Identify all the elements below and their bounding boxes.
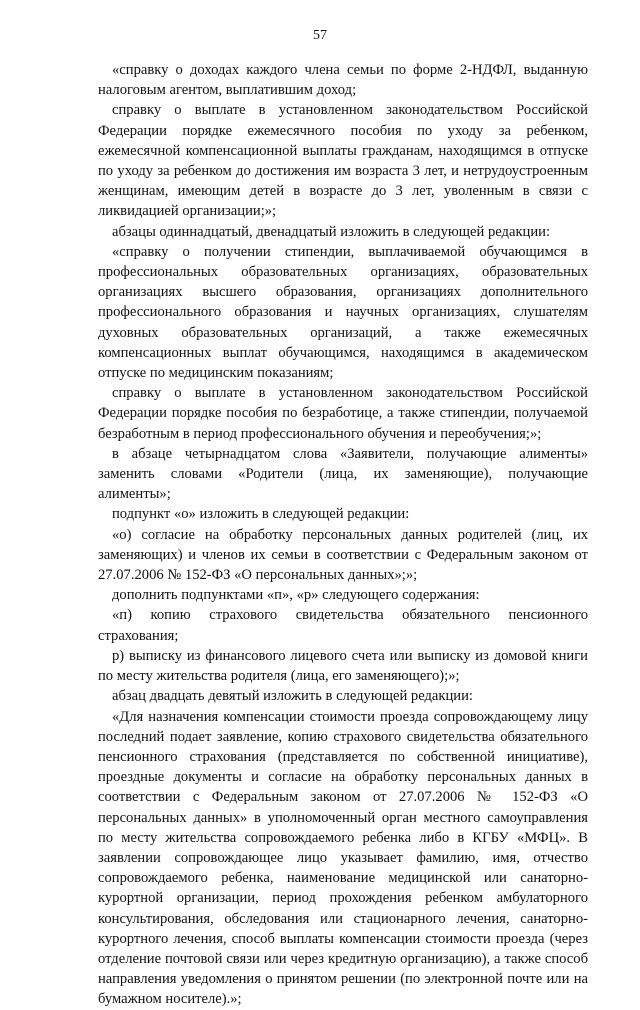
paragraph-8: «о) согласие на обработку персональных данных родителей (лиц, их заменяющих) и членов их семьи в соответствии с Федеральным законом от 27.07.2006 № 152-ФЗ «О персональных данных»;»; <box>98 526 588 584</box>
paragraph-6: в абзаце четырнадцатом слова «Заявители, получающие алименты» заменить словами «Родители (лица, их заменяющие), получающие алименты»; <box>98 445 588 503</box>
document-body <box>98 60 588 1010</box>
paragraph-12: абзац двадцать девятый изложить в следующей редакции: <box>112 688 473 705</box>
paragraph-7: подпункт «о» изложить в следующей редакции: <box>112 506 410 523</box>
paragraph-13: «Для назначения компенсации стоимости проезда сопровождающему лицу последний подает заявление, копию страхового свидетельства обязательного пенсионного страхования (представляется по собственной инициативе), проездные документы и согласие на обработку персональных данных в соответствии с Федеральным законом от 27.07.2006 № 152-ФЗ «О персональных данных» в уполномоченный орган местного самоуправления по месту жительства сопровождаемого ребенка либо в КГБУ «МФЦ». В заявлении сопровождающее лицо указывает фамилию, имя, отчество сопровождаемого ребенка, наименование медицинской или санаторно-курортной организации, период прохождения ребенком амбулаторного консультирования, обследования или стационарного лечения, санаторно-курортного лечения, способ выплаты компенсации стоимости проезда (через отделение почтовой связи или через кредитную организацию), а также способ направления уведомления о принятом решении (по электронной почте или на бумажном носителе).»; <box>98 708 588 1008</box>
paragraph-1: «справку о доходах каждого члена семьи по форме 2-НДФЛ, выданную налоговым агентом, выплатившим доход; <box>98 62 588 99</box>
paragraph-3: абзацы одиннадцатый, двенадцатый изложить в следующей редакции: <box>112 223 551 240</box>
paragraph-5: справку о выплате в установленном законодательством Российской Федерации порядке пособия по безработице, а также стипендии, получаемой безработным в период профессионального обучения и переобучения;»; <box>98 385 588 442</box>
paragraph-10: «п) копию страхового свидетельства обязательного пенсионного страхования; <box>98 607 588 644</box>
paragraph-9: дополнить подпунктами «п», «р» следующего содержания: <box>112 587 480 604</box>
paragraph-4: «справку о получении стипендии, выплачиваемой обучающимся в профессиональных образовательных организациях, образовательных организациях высшего образования, организациях дополнительного профессионального образования и научных организациях, слушателям духовных образовательных организаций, а также ежемесячных компенсационных выплат обучающимся, находящимся в академическом отпуске по медицинским показаниям; <box>98 243 588 382</box>
paragraph-11: р) выписку из финансового лицевого счета или выписку из домовой книги по месту жительства родителя (лица, его заменяющего);»; <box>98 647 588 685</box>
paragraph-2: справку о выплате в установленном законодательством Российской Федерации порядке ежемесячного пособия по уходу за ребенком, ежемесячной компенсационной выплаты гражданам, находящимся в отпуске по уходу за ребенком до достижения им возраста 3 лет, и нетрудоустроенным женщинам, имеющим детей в возрасте до 3 лет, уволенным в связи с ликвидацией организации;»; <box>98 102 588 220</box>
page-number: 57 <box>313 28 327 43</box>
